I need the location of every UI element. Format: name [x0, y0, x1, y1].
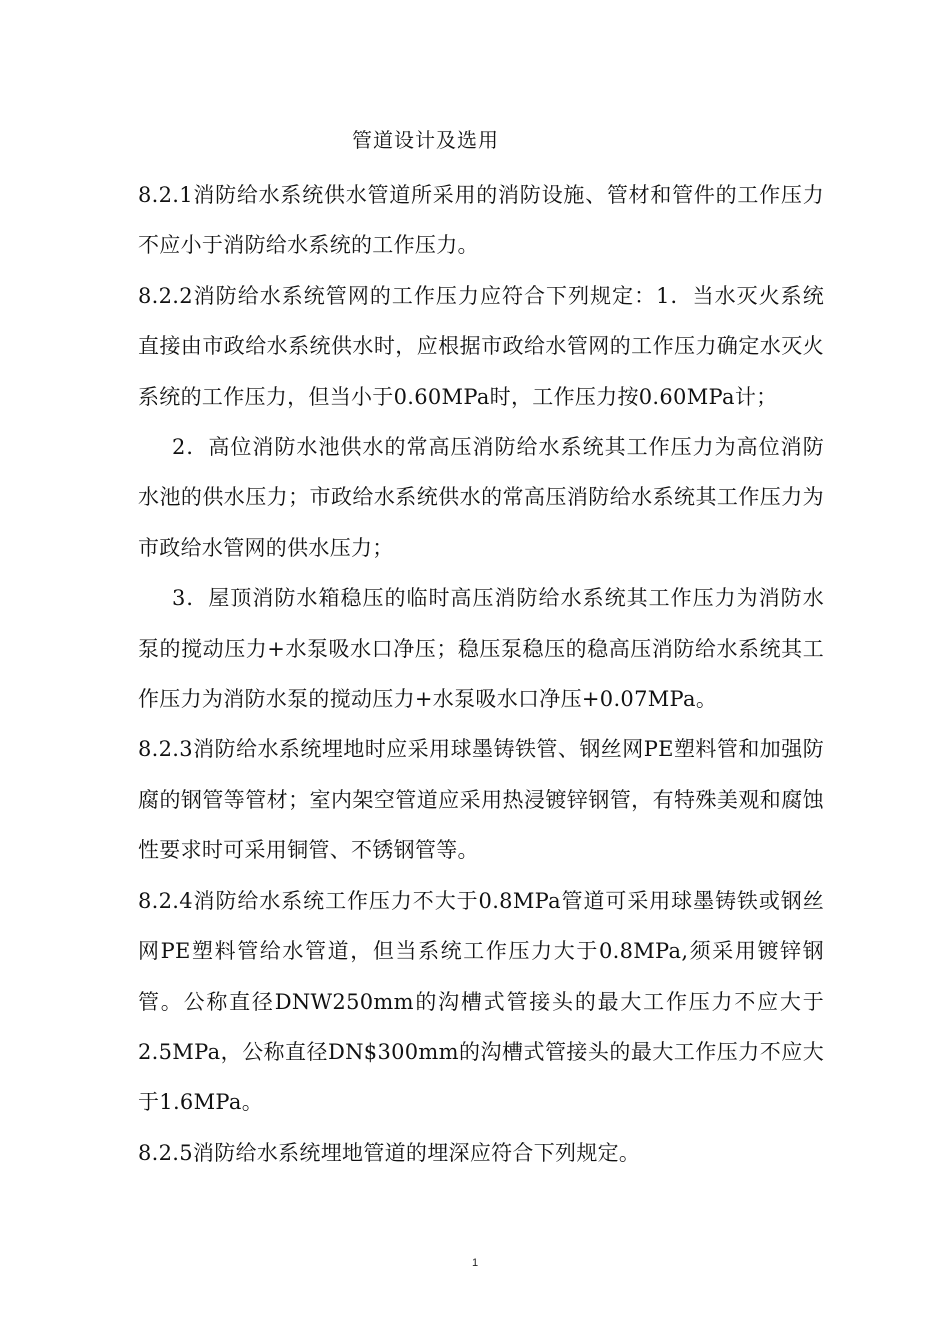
paragraph-8-2-2-item-2: 2．高位消防水池供水的常高压消防给水系统其工作压力为高位消防水池的供水压力；市政给水系统供水的常高压消防给水系统其工作压力为市政给水管网的供水压力；: [138, 435, 824, 560]
paragraph-8-2-4: 8.2.4消防给水系统工作压力不大于0.8MPa管道可采用球墨铸铁或钢丝网PE塑料管给水管道，但当系统工作压力大于0.8MPa,须采用镀锌钢管。公称直径DNW250mm的沟槽式管接头的最大工作压力不应大于2.5MPa，公称直径DN$300mm的沟槽式管接头的最大工作压力不应大于1.6MPa。: [138, 888, 824, 1115]
document-body: [138, 170, 824, 1178]
paragraph-8-2-1: 8.2.1消防给水系统供水管道所采用的消防设施、管材和管件的工作压力不应小于消防给水系统的工作压力。: [138, 183, 824, 258]
paragraph-8-2-3: 8.2.3消防给水系统埋地时应采用球墨铸铁管、钢丝网PE塑料管和加强防腐的钢管等管材；室内架空管道应采用热浸镀锌钢管，有特殊美观和腐蚀性要求时可采用铜管、不锈钢管等。: [138, 737, 824, 863]
page-number: 1: [471, 1257, 479, 1269]
paragraph-8-2-5: 8.2.5消防给水系统埋地管道的埋深应符合下列规定。: [138, 1140, 641, 1165]
document-title: 管道设计及选用: [352, 128, 499, 152]
paragraph-8-2-2: 8.2.2消防给水系统管网的工作压力应符合下列规定：1．当水灭火系统直接由市政给水系统供水时，应根据市政给水管网的工作压力确定水灭火系统的工作压力，但当小于0.60MPa时，工作压力按0.60MPa计；: [138, 283, 824, 409]
paragraph-8-2-2-item-3: 3．屋顶消防水箱稳压的临时高压消防给水系统其工作压力为消防水泵的搅动压力+水泵吸水口净压；稳压泵稳压的稳高压消防给水系统其工作压力为消防水泵的搅动压力+水泵吸水口净压+0.07MPa。: [138, 586, 824, 712]
